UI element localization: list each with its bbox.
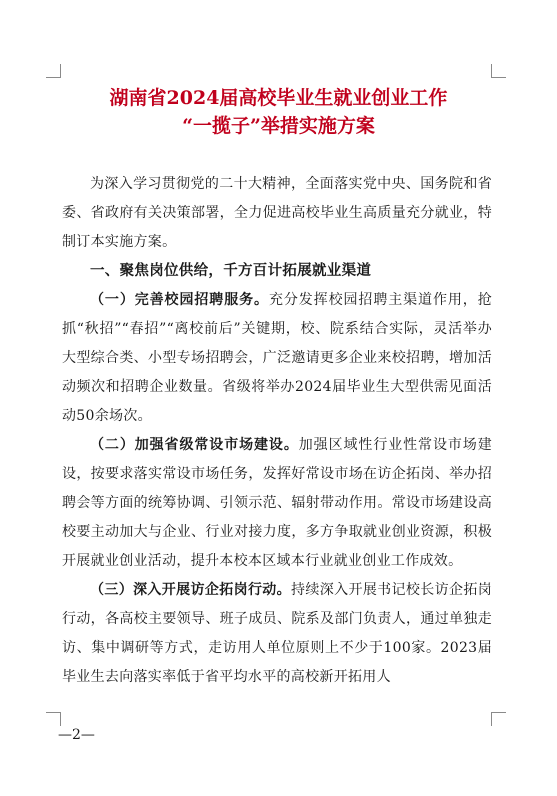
crop-mark-top-right xyxy=(491,64,492,78)
crop-mark-bottom-right xyxy=(491,712,506,713)
item-lead-2: （二）加强省级常设市场建设。 xyxy=(90,437,299,453)
item-paragraph-1 xyxy=(62,286,492,431)
item-lead-1: （一）完善校园招聘服务。 xyxy=(90,292,269,308)
crop-mark-bottom-right xyxy=(491,712,492,726)
crop-mark-bottom-left xyxy=(46,712,61,713)
item-text-3: 持续深入开展书记校长访企拓岗行动，各高校主要领导、班子成员、院系及部门负责人，通过单独走访、集中调研等方式，走访用人单位原则上不少于100家。2023届毕业生去向落实率低于省平均水平的高校新开拓用人 xyxy=(62,582,492,685)
crop-mark-bottom-left xyxy=(60,712,61,726)
crop-mark-top-right xyxy=(491,77,506,78)
page-number: —2— xyxy=(58,727,95,743)
document-title-line-1: 湖南省2024届高校毕业生就业创业工作 xyxy=(109,87,448,109)
intro-paragraph: 为深入学习贯彻党的二十大精神，全面落实党中央、国务院和省委、省政府有关决策部署，全力促进高校毕业生高质量充分就业，特制订本实施方案。 xyxy=(62,176,492,250)
document-title-line-2: “一揽子”举措实施方案 xyxy=(182,115,375,137)
item-paragraph-2 xyxy=(62,431,492,576)
item-paragraph-3 xyxy=(62,576,492,692)
section-heading: 一、聚焦岗位供给，千方百计拓展就业渠道 xyxy=(90,263,372,279)
crop-mark-top-left xyxy=(46,77,61,78)
item-text-1: 充分发挥校园招聘主渠道作用，抢抓“秋招”“春招”“离校前后”关键期，校、院系结合实际，灵活举办大型综合类、小型专场招聘会，广泛邀请更多企业来校招聘，增加活动频次和招聘企业数量。省级将举办2024届毕业生大型供需见面活动50余场次。 xyxy=(62,292,492,424)
document-body xyxy=(62,170,492,692)
item-lead-3: （三）深入开展访企拓岗行动。 xyxy=(90,582,292,598)
crop-mark-top-left xyxy=(60,64,61,78)
item-text-2: 加强区域性行业性常设市场建设，按要求落实常设市场任务，发挥好常设市场在访企拓岗、举办招聘会等方面的统筹协调、引领示范、辐射带动作用。常设市场建设高校要主动加大与企业、行业对接力度，多方争取就业创业资源，积极开展就业创业活动，提升本校本区域本行业就业创业工作成效。 xyxy=(62,437,492,569)
